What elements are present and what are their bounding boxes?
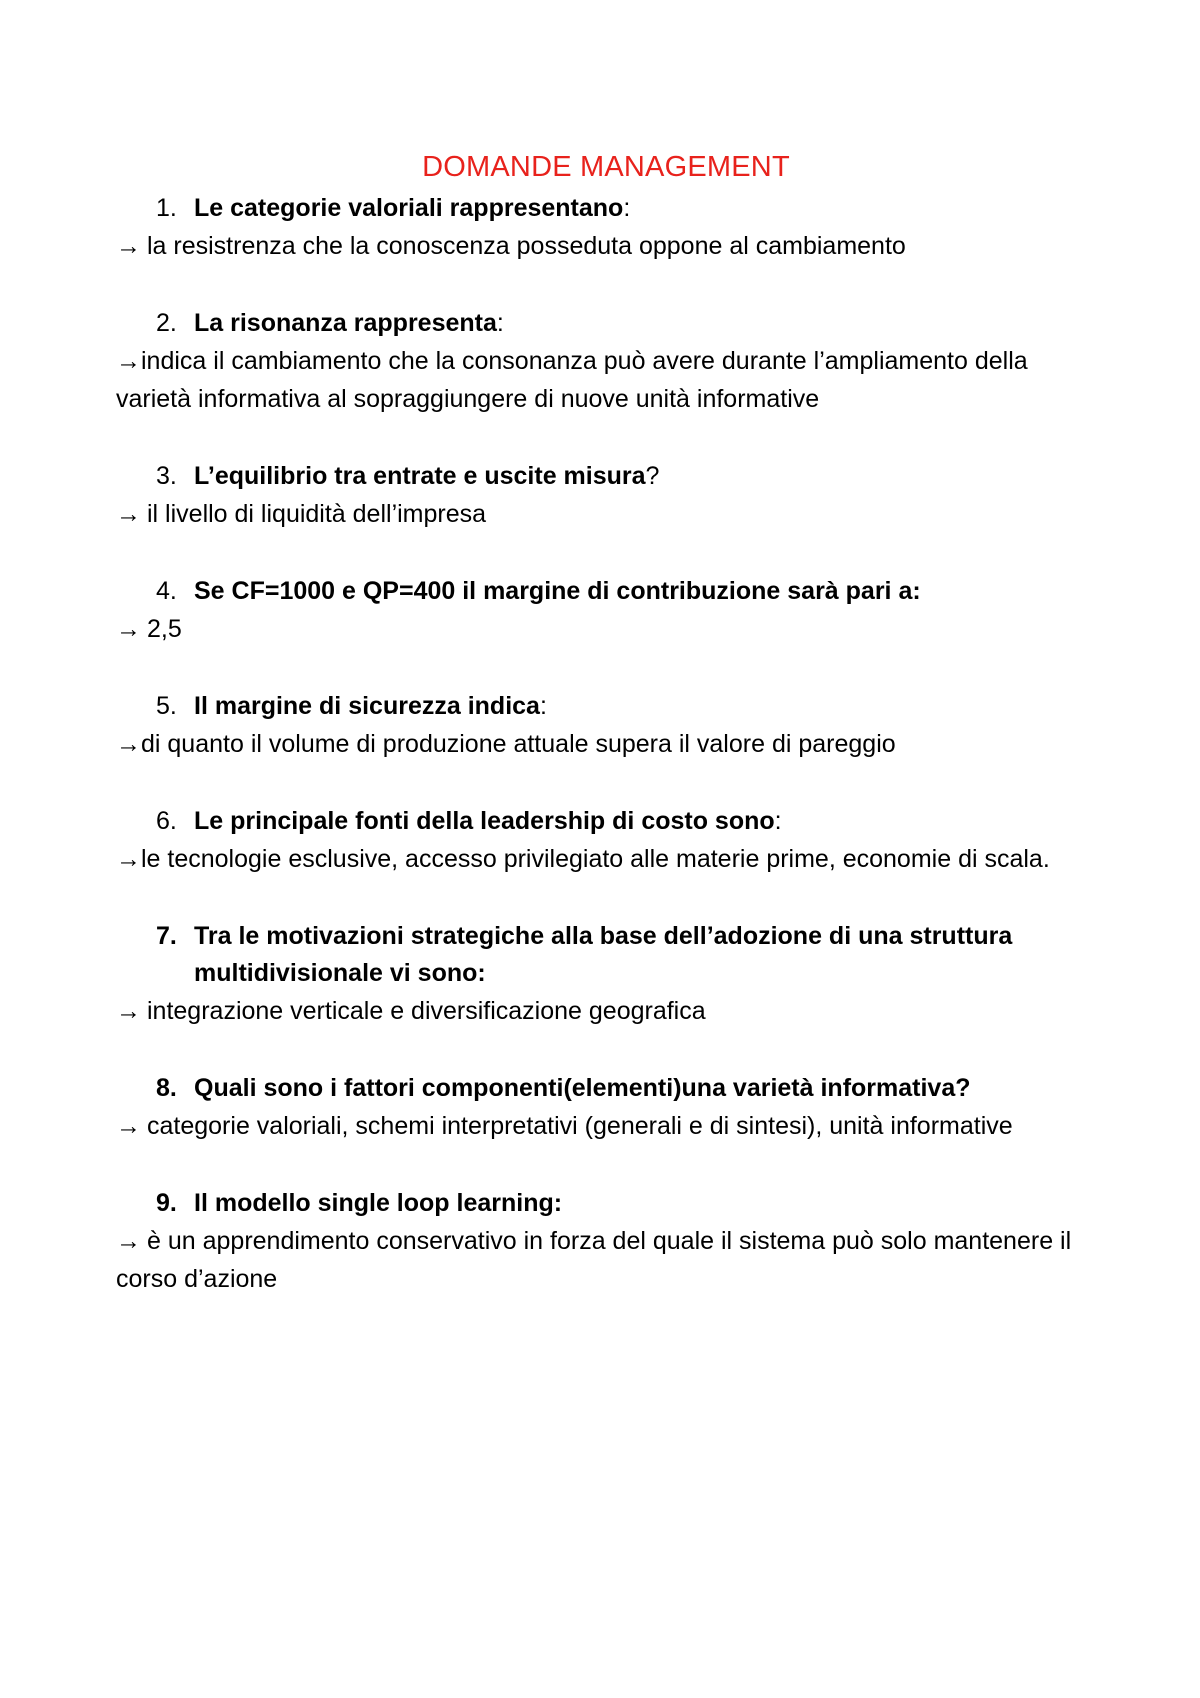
arrow-right-icon: → bbox=[116, 1227, 141, 1255]
answer-text: il livello di liquidità dell’impresa bbox=[147, 500, 487, 528]
answer-8 bbox=[116, 1107, 1096, 1145]
question-text: Se CF=1000 e QP=400 il margine di contribuzione sarà pari a: bbox=[194, 577, 921, 605]
answer-text: le tecnologie esclusive, accesso privilegiato alle materie prime, economie di scala. bbox=[141, 845, 1050, 873]
qa-item-1 bbox=[116, 190, 1096, 265]
question-1 bbox=[116, 190, 1096, 227]
answer-text: 2,5 bbox=[147, 615, 182, 643]
question-number: 4. bbox=[156, 577, 177, 605]
question-text: Quali sono i fattori componenti(elementi)una varietà informativa? bbox=[194, 1074, 971, 1102]
question-5 bbox=[116, 688, 1096, 725]
qa-item-3 bbox=[116, 458, 1096, 533]
question-9 bbox=[116, 1185, 1096, 1222]
question-number: 2. bbox=[156, 309, 177, 337]
question-number: 6. bbox=[156, 807, 177, 835]
question-text: Le categorie valoriali rappresentano bbox=[194, 194, 624, 222]
question-7 bbox=[116, 918, 1096, 992]
qa-item-9 bbox=[116, 1185, 1096, 1298]
arrow-right-icon: → bbox=[116, 1112, 141, 1140]
question-8 bbox=[116, 1070, 1096, 1107]
answer-7 bbox=[116, 992, 1096, 1030]
answer-text: la resistrenza che la conoscenza posseduta oppone al cambiamento bbox=[147, 232, 906, 260]
answer-2 bbox=[116, 342, 1096, 418]
question-number: 3. bbox=[156, 462, 177, 490]
question-text: L’equilibrio tra entrate e uscite misura bbox=[194, 462, 646, 490]
answer-3 bbox=[116, 495, 1096, 533]
question-number: 5. bbox=[156, 692, 177, 720]
question-text: Tra le motivazioni strategiche alla base dell’adozione di una struttura multidivisionale vi sono: bbox=[194, 922, 1013, 987]
question-text: La risonanza rappresenta bbox=[194, 309, 497, 337]
question-number: 8. bbox=[156, 1074, 177, 1102]
question-6 bbox=[116, 803, 1096, 840]
arrow-right-icon: → bbox=[116, 997, 141, 1025]
answer-4 bbox=[116, 610, 1096, 648]
question-suffix: : bbox=[623, 194, 631, 222]
answer-6 bbox=[116, 840, 1096, 878]
question-number: 1. bbox=[156, 194, 177, 222]
question-text: Il modello single loop learning: bbox=[194, 1189, 563, 1217]
answer-9 bbox=[116, 1222, 1096, 1298]
answer-1 bbox=[116, 227, 1096, 265]
question-text: Il margine di sicurezza indica bbox=[194, 692, 540, 720]
answer-text: è un apprendimento conservativo in forza del quale il sistema può solo mantenere il corso d’azione bbox=[116, 1227, 1072, 1293]
arrow-right-icon: → bbox=[116, 615, 141, 643]
arrow-right-icon: → bbox=[116, 730, 141, 758]
qa-item-7 bbox=[116, 918, 1096, 1030]
qa-item-2 bbox=[116, 305, 1096, 418]
question-text: Le principale fonti della leadership di costo sono bbox=[194, 807, 775, 835]
question-suffix: ? bbox=[645, 462, 660, 490]
arrow-right-icon: → bbox=[116, 347, 141, 375]
question-number: 9. bbox=[156, 1189, 177, 1217]
answer-5 bbox=[116, 725, 1096, 763]
question-3 bbox=[116, 458, 1096, 495]
arrow-right-icon: → bbox=[116, 500, 141, 528]
arrow-right-icon: → bbox=[116, 232, 141, 260]
document-body bbox=[116, 148, 1096, 1338]
question-number: 7. bbox=[156, 922, 177, 950]
question-suffix: : bbox=[496, 309, 504, 337]
answer-text: di quanto il volume di produzione attuale supera il valore di pareggio bbox=[141, 730, 896, 758]
question-suffix: : bbox=[539, 692, 547, 720]
answer-text: indica il cambiamento che la consonanza può avere durante l’ampliamento della varietà informativa al sopraggiungere di nuove unità informative bbox=[116, 347, 1028, 413]
question-4 bbox=[116, 573, 1096, 610]
answer-text: integrazione verticale e diversificazione geografica bbox=[147, 997, 706, 1025]
qa-item-6 bbox=[116, 803, 1096, 878]
qa-item-5 bbox=[116, 688, 1096, 763]
answer-text: categorie valoriali, schemi interpretativi (generali e di sintesi), unità informative bbox=[147, 1112, 1013, 1140]
qa-item-8 bbox=[116, 1070, 1096, 1145]
question-suffix: : bbox=[774, 807, 782, 835]
qa-item-4 bbox=[116, 573, 1096, 648]
arrow-right-icon: → bbox=[116, 845, 141, 873]
question-2 bbox=[116, 305, 1096, 342]
document-title: DOMANDE MANAGEMENT bbox=[422, 151, 790, 183]
